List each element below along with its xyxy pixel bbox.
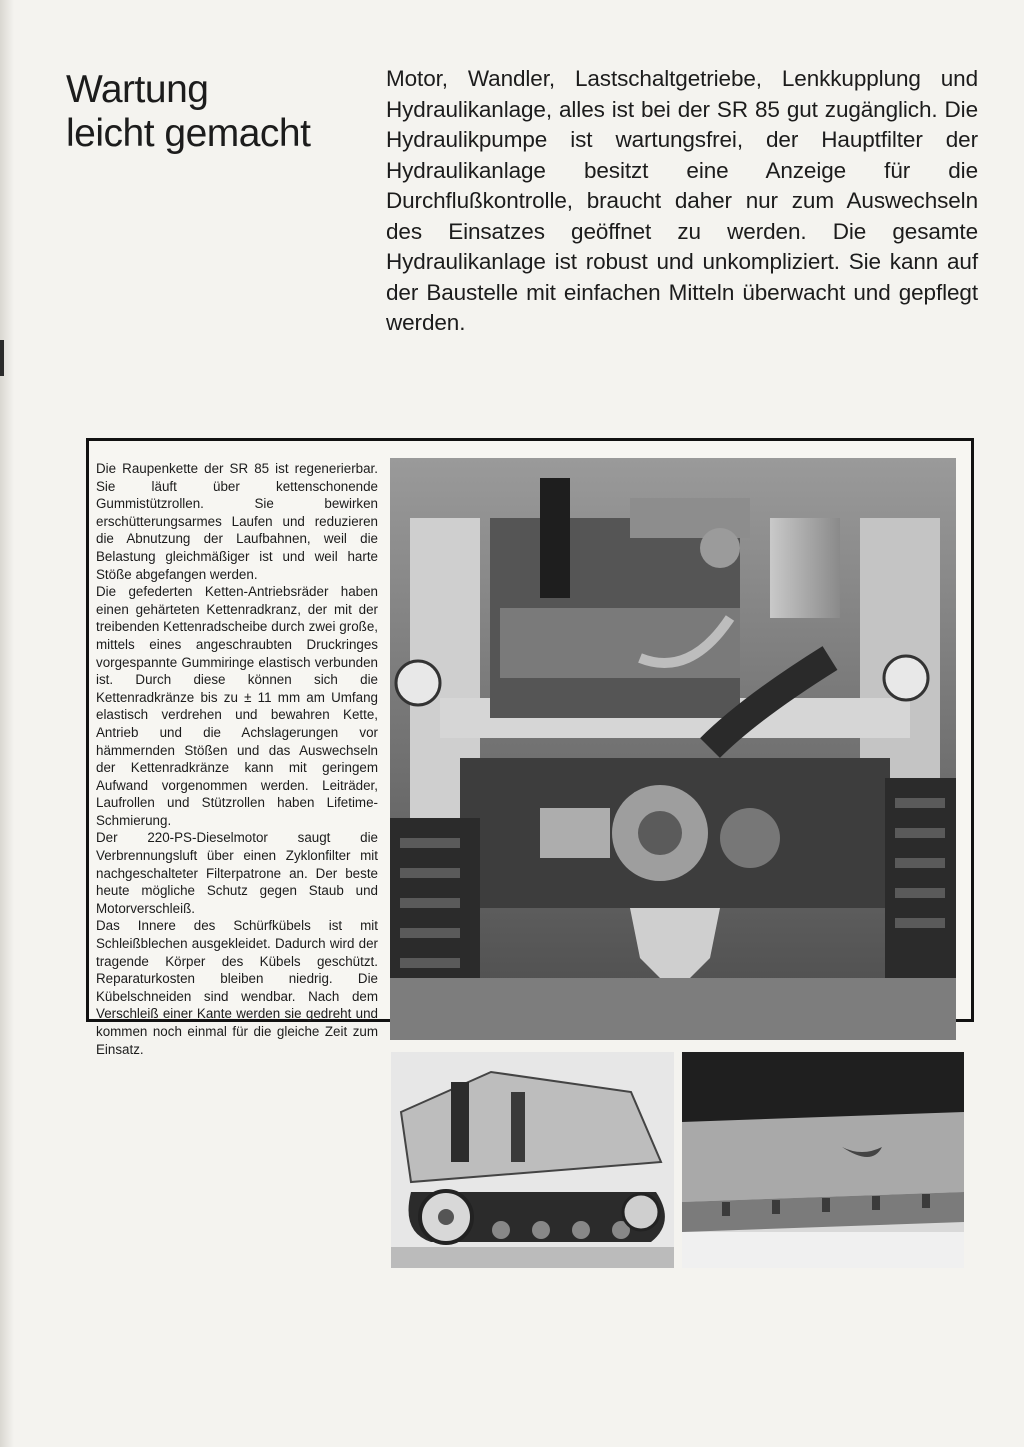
engine-photo-illustration [390, 458, 956, 1040]
scraper-bowl-illustration [682, 1052, 964, 1268]
side-view-photo [391, 1052, 674, 1268]
binding-mark [0, 340, 4, 376]
engine-compartment-photo [390, 458, 956, 1040]
caption-paragraph-sprocket: Die gefederten Ketten-Antriebsräder haben einen gehärteten Kettenradkranz, der mit der treibenden Kettenradscheibe durch zwei große, mittels eines angeschraubten Druckringes vorgespannte Gummiringe elastisch verbunden ist. Durch diese können sich die Kettenradkränze bis zu ± 11 mm am Umfang elastisch verdrehen und bewahren Kette, Antrieb und die Achslagerungen vor hämmernden Stößen und das Auswechseln der Kettenradkränze kann mit geringem Aufwand vorgenommen werden. Leiträder, Laufrollen und Stützrollen haben Lifetime-Schmierung. [96, 584, 378, 828]
heading-line-1: Wartung [66, 68, 209, 111]
intro-paragraph: Motor, Wandler, Lastschaltgetriebe, Lenkkupplung und Hydraulikanlage, alles ist bei der SR 85 gut zugänglich. Die Hydraulikpumpe ist wartungsfrei, der Hauptfilter der Hydraulikanlage besitzt eine Anzeige für die Durchflußkontrolle, braucht daher nur zum Auswechseln des Einsatzes geöffnet zu werden. Die gesamte Hydraulikanlage ist robust und unkompliziert. Sie kann auf der Baustelle mit einfachen Mitteln überwacht und gepflegt werden. [386, 66, 978, 335]
side-view-illustration [391, 1052, 674, 1268]
caption-paragraph-engine: Der 220-PS-Dieselmotor saugt die Verbrennungsluft über einen Zyklonfilter mit nachgeschalteter Filterpatrone an. Der beste heute mögliche Schutz gegen Staub und Motorverschleiß. [96, 830, 378, 916]
caption-paragraph-track: Die Raupenkette der SR 85 ist regenerierbar. Sie läuft über kettenschonende Gummistützrollen. Sie bewirken erschütterungsarmes Laufen und reduzieren die Abnutzung der Laufbahnen, weil die Belastung gleichmäßiger ist und weil harte Stöße abgefangen werden. [96, 461, 378, 582]
caption-paragraph-bowl: Das Innere des Schürfkübels ist mit Schleißblechen ausgekleidet. Dadurch wird der tragende Körper des Kübels geschützt. Reparaturkosten bleiben niedrig. Die Kübelschneiden sind wendbar. Nach dem Verschleiß einer Kante werden sie gedreht und kommen noch einmal für die gleiche Zeit zum Einsatz. [96, 918, 378, 1057]
page-edge-shadow [0, 0, 14, 1447]
heading-line-2: leicht gemacht [66, 112, 311, 155]
caption-text [96, 460, 378, 1058]
scraper-bowl-photo [682, 1052, 964, 1268]
page-heading [66, 68, 366, 156]
